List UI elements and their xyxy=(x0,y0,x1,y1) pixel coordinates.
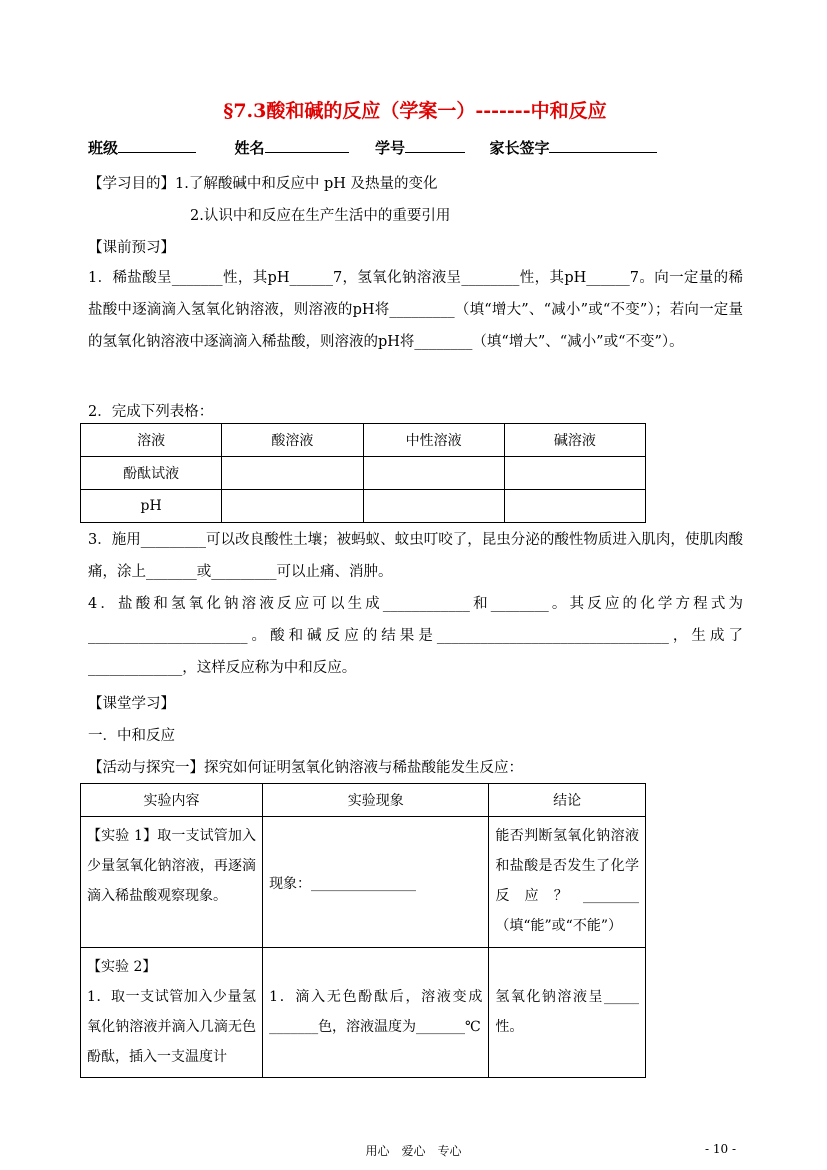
class-label: 班级 xyxy=(88,139,119,157)
experiment-1-conclusion-text: 能否判断氢氧化钠溶液和盐酸是否发生了化学反应？________（填“能”或“不能”） xyxy=(495,828,639,934)
table-header: 结论 xyxy=(489,784,646,817)
class-blank[interactable] xyxy=(118,138,196,153)
experiment-2-phenomenon xyxy=(263,948,489,1078)
page-title: §7.3酸和碱的反应（学案一）-------中和反应 xyxy=(223,100,607,122)
experiment-2-conclusion-text: 氢氧化钠溶液呈_____性。 xyxy=(495,989,639,1035)
classroom-heading: 【课堂学习】 xyxy=(88,696,175,712)
page-number: - 10 - xyxy=(705,1142,737,1156)
preview-question-2: 2．完成下列表格： xyxy=(88,404,214,420)
table-cell-blank[interactable] xyxy=(222,457,363,490)
experiment-table xyxy=(80,783,646,1078)
preview-question-4: 4．盐酸和氢氧化钠溶液反应可以生成____________和________。其反应的化学方程式为______________________。酸和碱反应的结果是________________________________，生成了_____________，这样反应称为中和反应。 xyxy=(88,596,743,676)
experiment-2-content xyxy=(81,948,263,1078)
table-header: 溶液 xyxy=(81,424,222,457)
preview-question-3: 3．施用_________可以改良酸性土壤；被蚂蚁、蚊虫叮咬了，昆虫分泌的酸性物质进入肌肉，使肌肉酸痛，涂上_______或_________可以止痛、消肿。 xyxy=(88,532,743,580)
table-header: 实验现象 xyxy=(263,784,489,817)
experiment-1-conclusion xyxy=(489,817,646,948)
student-info-line xyxy=(88,137,657,158)
table-header: 酸溶液 xyxy=(222,424,363,457)
experiment-1-phenomenon xyxy=(263,817,489,948)
section-neutralization: 一．中和反应 xyxy=(88,728,175,744)
number-label: 学号 xyxy=(374,139,405,157)
table-cell-blank[interactable] xyxy=(504,490,645,523)
objectives-line xyxy=(88,172,437,193)
solution-table xyxy=(80,423,646,523)
experiment-2-title: 【实验 2】 xyxy=(87,959,157,975)
experiment-1-phenomenon-text: 现象：_______________ xyxy=(269,876,417,892)
objective-item-2: 2.认识中和反应在生产生活中的重要引用 xyxy=(190,208,451,224)
name-blank[interactable] xyxy=(265,138,349,153)
page-footer: 用心 爱心 专心 xyxy=(365,1144,462,1158)
table-cell-blank[interactable] xyxy=(363,457,504,490)
table-header: 中性溶液 xyxy=(363,424,504,457)
objectives-heading: 【学习目的】 xyxy=(88,176,175,192)
experiment-2-conclusion xyxy=(489,948,646,1078)
row-label-ph: pH xyxy=(81,490,222,523)
experiment-2-phenomenon-text: 1．滴入无色酚酞后，溶液变成_______色，溶液温度为_______℃ xyxy=(269,989,483,1035)
experiment-2-text: 1．取一支试管加入少量氢氧化钠溶液并滴入几滴无色酚酞，插入一支温度计 xyxy=(87,989,257,1065)
table-header: 碱溶液 xyxy=(504,424,645,457)
experiment-1-content xyxy=(81,817,263,948)
row-label-phenolphthalein: 酚酞试液 xyxy=(81,457,222,490)
parent-signature-blank[interactable] xyxy=(549,138,657,153)
objective-item-1: 1.了解酸碱中和反应中 pH 及热量的变化 xyxy=(175,176,438,192)
table-header: 实验内容 xyxy=(81,784,263,817)
table-cell-blank[interactable] xyxy=(504,457,645,490)
preview-heading: 【课前预习】 xyxy=(88,240,175,256)
table-cell-blank[interactable] xyxy=(222,490,363,523)
preview-question-1: 1．稀盐酸呈_______性，其pH______7，氢氧化钠溶液呈________性，其pH______7。向一定量的稀盐酸中逐滴滴入氢氧化钠溶液，则溶液的pH将_________（填“增大”、“减小”或“不变”）；若向一定量的氢氧化钠溶液中逐滴滴入稀盐酸，则溶液的pH将________（填“增大”、“减小”或“不变”）。 xyxy=(88,270,743,350)
number-blank[interactable] xyxy=(405,138,465,153)
experiment-1-text: 【实验 1】取一支试管加入少量氢氧化钠溶液，再逐滴滴入稀盐酸观察现象。 xyxy=(87,828,257,904)
name-label: 姓名 xyxy=(234,139,265,157)
activity-heading: 【活动与探究一】探究如何证明氢氧化钠溶液与稀盐酸能发生反应： xyxy=(88,760,523,776)
parent-signature-label: 家长签字 xyxy=(489,139,550,157)
table-cell-blank[interactable] xyxy=(363,490,504,523)
